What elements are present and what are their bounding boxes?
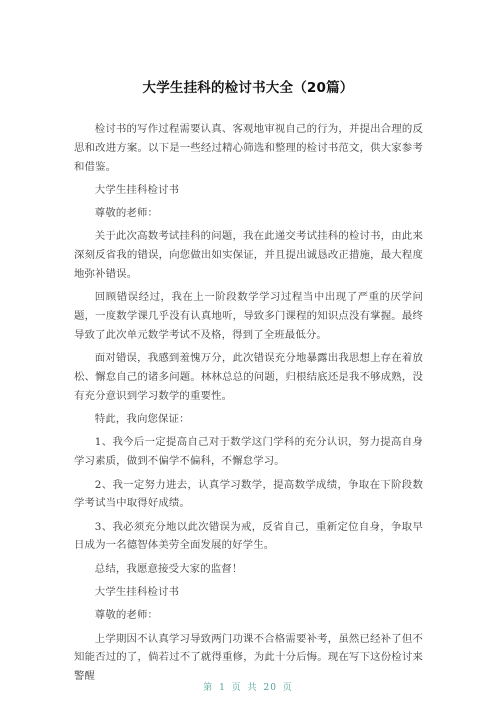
page-unit: 页: [231, 683, 242, 693]
section-heading: 大学生挂科检讨书: [94, 586, 180, 599]
intro-paragraph: 检讨书的写作过程需要认真、客观地审视自己的行为，并提出合理的反思和改进方案。以下是一些经过精心筛选和整理的检讨书范文，供大家参考和借鉴。: [74, 123, 423, 173]
total-unit: 页: [282, 683, 293, 693]
salutation: 尊敬的老师：: [94, 609, 159, 622]
total-label: 共: [247, 683, 258, 693]
body-paragraph: 关于此次高数考试挂科的问题，我在此递交考试挂科的检讨书，由此来深刻反省我的错误，向您做出如实保证，并且提出诚恳改正措施，最大程度地弥补错误。: [74, 230, 423, 281]
body-paragraph: 上学期因不认真学习导致两门功课不合格需要补考，虽然已经补了但不知能否过的了，倘若过不了就得重修，为此十分后悔。现在写下这份检讨来警醒: [74, 632, 423, 683]
promise-item: 3、我必须充分地以此次错误为戒，反省自己，重新定位自身，争取早日成为一名德智体美劳全面发展的好学生。: [74, 520, 423, 552]
section-heading: 大学生挂科检讨书: [94, 183, 180, 196]
body-paragraph: 面对错误，我感到羞愧万分，此次错误充分地暴露出我思想上存在着放松、懈怠自己的诸多问题。林林总总的问题，归根结底还是我不够成熟，没有充分意识到学习数学的重要性。: [74, 352, 423, 402]
salutation: 尊敬的老师：: [94, 207, 159, 220]
body-paragraph: 回顾错误经过，我在上一阶段数学学习过程当中出现了严重的厌学问题，一度数学课几乎没有认真地听，导致多门课程的知识点没有掌握。最终导致了此次单元数学考试不及格，得到了全班最低分。: [74, 291, 423, 341]
page-label: 第: [203, 683, 214, 693]
body-paragraph: 特此，我向您保证：: [94, 413, 190, 426]
page-number: 1: [219, 683, 226, 693]
promise-item: 2、我一定努力进去，认真学习数学，提高数学成绩，争取在下阶段数学考试当中取得好成绩。: [74, 478, 423, 510]
promise-item: 1、我今后一定提高自己对于数学这门学科的充分认识，努力提高自身学习素质，做到不偏学不偏科，不懈怠学习。: [74, 436, 423, 468]
body-paragraph: 总结，我愿意接受大家的监督！: [94, 562, 243, 575]
document-title: 大学生挂科的检讨书大全（20篇）: [142, 80, 354, 96]
page-footer: [0, 680, 496, 693]
document-body: [74, 120, 423, 691]
total-pages: 20: [263, 683, 277, 693]
